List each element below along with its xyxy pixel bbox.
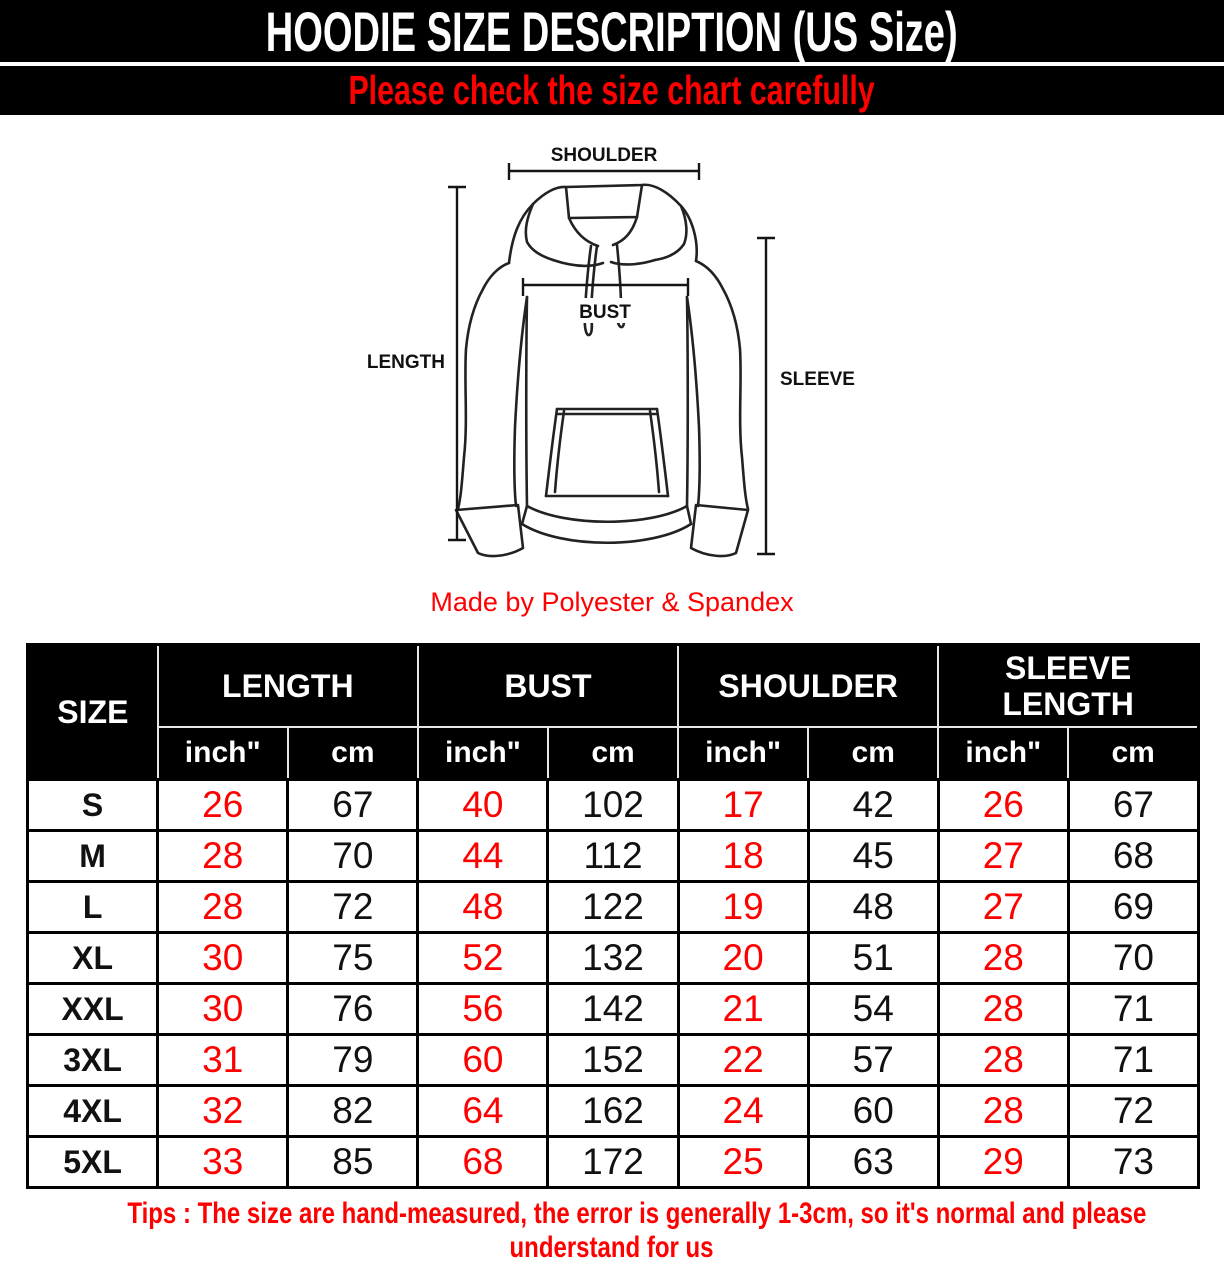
- value-cell: 48: [808, 882, 938, 933]
- value-cell: 122: [548, 882, 678, 933]
- value-cell: 82: [288, 1086, 418, 1137]
- value-cell: 22: [678, 1035, 808, 1086]
- kangaroo-pocket: [546, 409, 668, 496]
- value-cell: 142: [548, 984, 678, 1035]
- value-cell: 44: [418, 831, 548, 882]
- size-cell: 5XL: [28, 1137, 158, 1188]
- hoodie-hood: [509, 185, 697, 266]
- value-cell: 63: [808, 1137, 938, 1188]
- hoodie-measurement-diagram: [0, 115, 1224, 619]
- value-cell: 28: [938, 933, 1068, 984]
- unit-header-cm: cm: [548, 727, 678, 780]
- value-cell: 60: [418, 1035, 548, 1086]
- value-cell: 27: [938, 882, 1068, 933]
- shoulder-label: SHOULDER: [550, 145, 658, 166]
- hoodie-line-art: [0, 115, 1224, 585]
- tips-line-1: Tips : The size are hand-measured, the error is generally 1-3cm, so it's normal and please: [127, 1197, 1147, 1230]
- value-cell: 75: [288, 933, 418, 984]
- column-header-bust: BUST: [418, 645, 678, 728]
- subtitle-text: Please check the size chart carefully: [348, 67, 876, 113]
- value-cell: 70: [288, 831, 418, 882]
- value-cell: 72: [1068, 1086, 1198, 1137]
- size-cell: XXL: [28, 984, 158, 1035]
- value-cell: 67: [1068, 780, 1198, 831]
- value-cell: 26: [938, 780, 1068, 831]
- value-cell: 85: [288, 1137, 418, 1188]
- title-banner: [0, 0, 1224, 66]
- value-cell: 70: [1068, 933, 1198, 984]
- table-row: [28, 1086, 1199, 1137]
- value-cell: 18: [678, 831, 808, 882]
- value-cell: 64: [418, 1086, 548, 1137]
- value-cell: 17: [678, 780, 808, 831]
- value-cell: 25: [678, 1137, 808, 1188]
- value-cell: 24: [678, 1086, 808, 1137]
- value-cell: 68: [418, 1137, 548, 1188]
- table-row: [28, 933, 1199, 984]
- value-cell: 42: [808, 780, 938, 831]
- unit-header-cm: cm: [1068, 727, 1198, 780]
- column-header-shoulder: SHOULDER: [678, 645, 938, 728]
- value-cell: 20: [678, 933, 808, 984]
- size-cell: XL: [28, 933, 158, 984]
- value-cell: 76: [288, 984, 418, 1035]
- table-row: [28, 780, 1199, 831]
- value-cell: 57: [808, 1035, 938, 1086]
- tips-line-2: understand for us: [509, 1231, 714, 1264]
- value-cell: 132: [548, 933, 678, 984]
- length-measure: [367, 187, 466, 540]
- size-cell: L: [28, 882, 158, 933]
- sleeve-measure: [757, 238, 855, 554]
- value-cell: 31: [158, 1035, 288, 1086]
- bust-measure: [523, 278, 688, 323]
- value-cell: 67: [288, 780, 418, 831]
- value-cell: 26: [158, 780, 288, 831]
- value-cell: 28: [158, 831, 288, 882]
- unit-header-cm: cm: [288, 727, 418, 780]
- size-chart-table: [26, 643, 1200, 1189]
- value-cell: 56: [418, 984, 548, 1035]
- value-cell: 172: [548, 1137, 678, 1188]
- value-cell: 54: [808, 984, 938, 1035]
- value-cell: 40: [418, 780, 548, 831]
- size-cell: 3XL: [28, 1035, 158, 1086]
- value-cell: 28: [938, 1035, 1068, 1086]
- value-cell: 102: [548, 780, 678, 831]
- length-label: LENGTH: [366, 352, 445, 373]
- sleeve-label: SLEEVE: [780, 369, 855, 390]
- value-cell: 72: [288, 882, 418, 933]
- column-header-length: LENGTH: [158, 645, 418, 728]
- material-caption: Made by Polyester & Spandex: [430, 587, 794, 617]
- size-cell: M: [28, 831, 158, 882]
- value-cell: 51: [808, 933, 938, 984]
- value-cell: 28: [938, 984, 1068, 1035]
- unit-header-inch: inch": [938, 727, 1068, 780]
- value-cell: 19: [678, 882, 808, 933]
- value-cell: 48: [418, 882, 548, 933]
- table-row: [28, 831, 1199, 882]
- value-cell: 30: [158, 984, 288, 1035]
- unit-header-inch: inch": [418, 727, 548, 780]
- table-row: [28, 1035, 1199, 1086]
- value-cell: 28: [938, 1086, 1068, 1137]
- value-cell: 28: [158, 882, 288, 933]
- unit-header-row: [28, 727, 1199, 780]
- value-cell: 69: [1068, 882, 1198, 933]
- value-cell: 30: [158, 933, 288, 984]
- value-cell: 52: [418, 933, 548, 984]
- table-row: [28, 984, 1199, 1035]
- unit-header-inch: inch": [158, 727, 288, 780]
- value-cell: 33: [158, 1137, 288, 1188]
- table-row: [28, 1137, 1199, 1188]
- value-cell: 45: [808, 831, 938, 882]
- value-cell: 60: [808, 1086, 938, 1137]
- page-title: HOODIE SIZE DESCRIPTION (US Size): [266, 0, 958, 63]
- value-cell: 162: [548, 1086, 678, 1137]
- subtitle-banner: [0, 66, 1224, 115]
- value-cell: 29: [938, 1137, 1068, 1188]
- column-header-size: SIZE: [28, 645, 158, 780]
- shoulder-measure: [509, 145, 699, 180]
- value-cell: 68: [1068, 831, 1198, 882]
- size-cell: S: [28, 780, 158, 831]
- value-cell: 79: [288, 1035, 418, 1086]
- value-cell: 27: [938, 831, 1068, 882]
- column-header-sleeve-length: SLEEVE LENGTH: [938, 645, 1198, 728]
- group-header-row: [28, 645, 1199, 728]
- value-cell: 112: [548, 831, 678, 882]
- size-cell: 4XL: [28, 1086, 158, 1137]
- value-cell: 21: [678, 984, 808, 1035]
- tips-note: [0, 1197, 1224, 1265]
- value-cell: 152: [548, 1035, 678, 1086]
- unit-header-cm: cm: [808, 727, 938, 780]
- bust-label: BUST: [579, 302, 631, 323]
- value-cell: 32: [158, 1086, 288, 1137]
- value-cell: 71: [1068, 984, 1198, 1035]
- table-row: [28, 882, 1199, 933]
- value-cell: 73: [1068, 1137, 1198, 1188]
- value-cell: 71: [1068, 1035, 1198, 1086]
- unit-header-inch: inch": [678, 727, 808, 780]
